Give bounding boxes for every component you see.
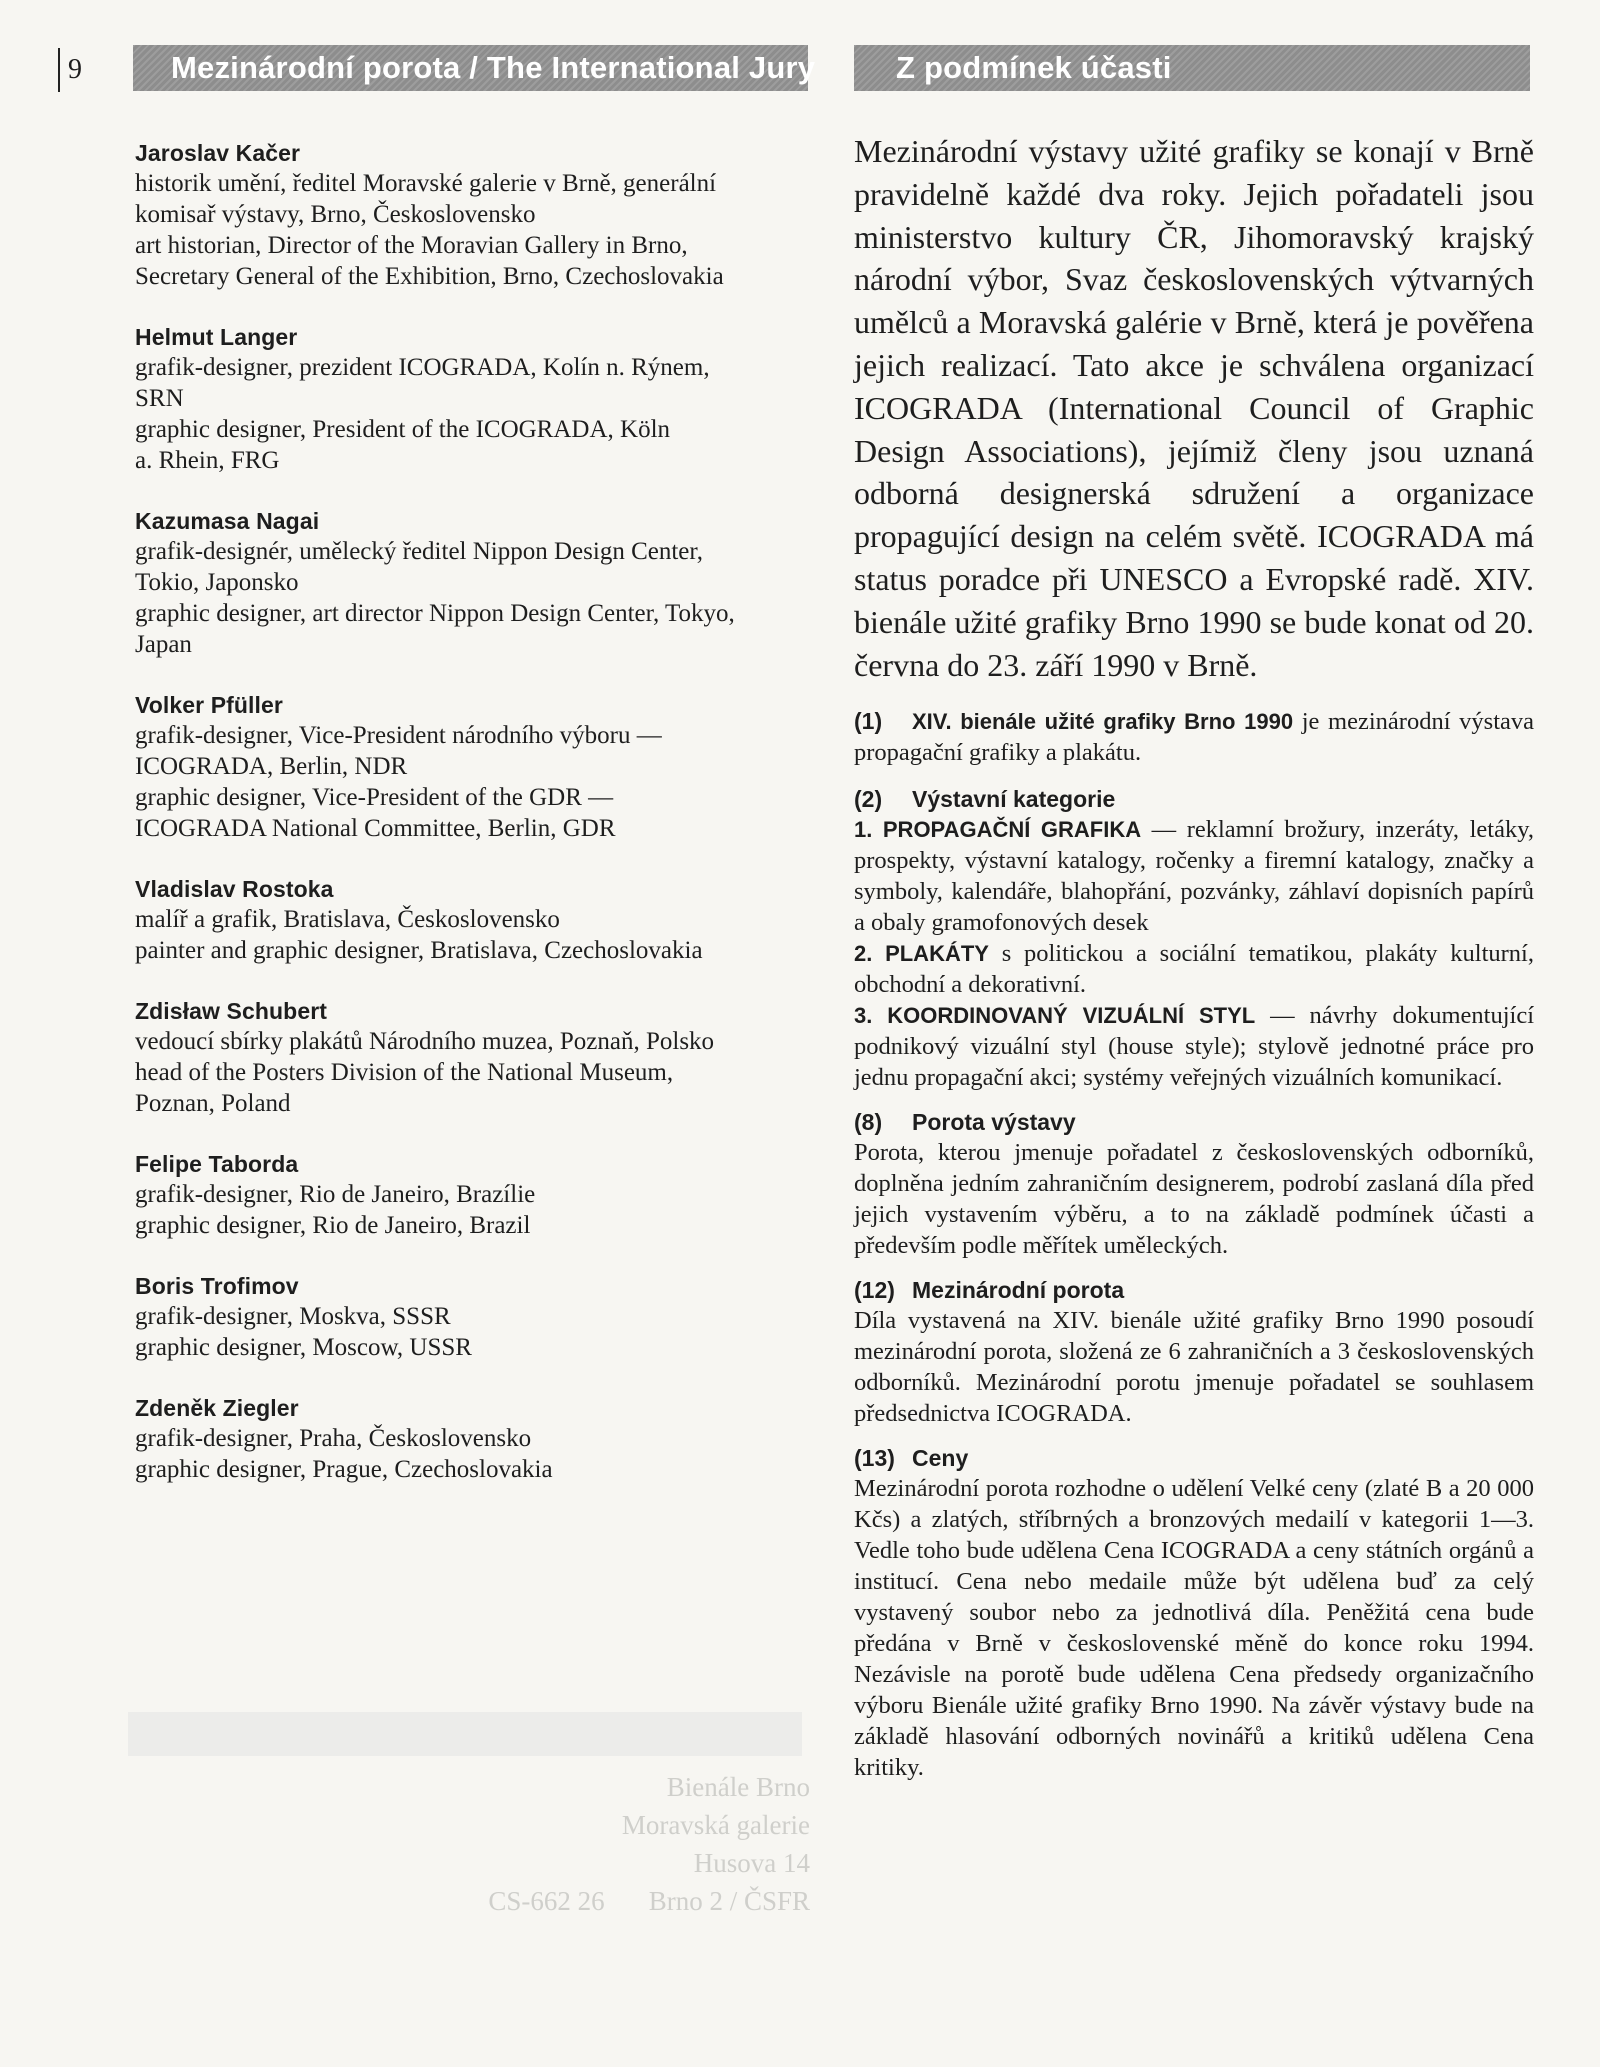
member-line: graphic designer, Rio de Janeiro, Brazil xyxy=(135,1212,531,1239)
section-heading xyxy=(854,1275,1534,1305)
category-text: — návrhy dokumentující podnikový vizuální styl (house style); stylově jednotné práce pro jednu propagační akci; systémy veřejných vizuálních komunikací. xyxy=(854,1002,1534,1092)
member-line: komisař výstavy, Brno, Československo xyxy=(135,201,536,228)
section-heading xyxy=(854,1443,1534,1473)
section-number: (1) xyxy=(854,708,883,735)
member-line: grafik-designér, umělecký ředitel Nippon Design Center, xyxy=(135,538,703,565)
category-text: s politickou a sociální tematikou, plakáty kulturní, obchodní a dekorativní. xyxy=(854,940,1534,999)
member-line: SRN xyxy=(135,385,184,412)
member-line: historik umění, ředitel Moravské galerie v Brně, generální xyxy=(135,170,717,197)
jury-member xyxy=(135,1271,815,1363)
member-name: Vladislav Rostoka xyxy=(135,876,334,902)
member-line: grafik-designer, Moskva, SSSR xyxy=(135,1303,451,1330)
address-line: Moravská galerie xyxy=(621,1810,810,1840)
member-name: Helmut Langer xyxy=(135,324,298,350)
section-lead: XIV. bienále užité grafiky Brno 1990 xyxy=(912,709,1294,735)
member-line: malíř a grafik, Bratislava, Československo xyxy=(135,906,560,933)
postal-code: CS-662 26 xyxy=(488,1886,605,1916)
address-line: Bienále Brno xyxy=(666,1772,810,1802)
address-city: Brno 2 / ČSFR xyxy=(648,1886,810,1916)
member-name: Zdeněk Ziegler xyxy=(135,1395,299,1421)
member-line: painter and graphic designer, Bratislava, Czechoslovakia xyxy=(135,937,703,964)
category-item xyxy=(854,814,1534,938)
section-number: (12) xyxy=(854,1277,895,1304)
section-title: Mezinárodní porota xyxy=(912,1277,1125,1304)
category-lead: 1. PROPAGAČNÍ GRAFIKA xyxy=(854,817,1142,843)
jury-member xyxy=(135,1149,815,1241)
section-body: Porota, kterou jmenuje pořadatel z československých odborníků, doplněna jedním zahraničním designerem, podrobí zaslaná díla před jejich vystavením výběru, a to na základě podmínek účasti a především podle měřítek uměleckých. xyxy=(854,1139,1534,1260)
category-item xyxy=(854,1000,1534,1093)
member-line: art historian, Director of the Moravian Gallery in Brno, xyxy=(135,232,688,259)
bleed-through-address xyxy=(380,1768,810,1920)
member-line: Tokio, Japonsko xyxy=(135,569,299,596)
section-1 xyxy=(854,706,1534,768)
member-name: Zdisław Schubert xyxy=(135,998,328,1024)
jury-member xyxy=(135,138,815,292)
jury-member xyxy=(135,874,815,966)
member-name: Jaroslav Kačer xyxy=(135,140,301,166)
bleed-through-bar xyxy=(128,1712,802,1756)
section-body xyxy=(854,814,1534,1093)
member-line: Poznan, Poland xyxy=(135,1090,291,1117)
member-line: grafik-designer, prezident ICOGRADA, Kolín n. Rýnem, xyxy=(135,354,710,381)
jury-member xyxy=(135,1393,815,1485)
section-13 xyxy=(854,1443,1534,1783)
category-lead: 2. PLAKÁTY xyxy=(854,941,989,967)
section-2 xyxy=(854,784,1534,1093)
section-number: (2) xyxy=(854,786,883,813)
section-12 xyxy=(854,1275,1534,1429)
section-title: Výstavní kategorie xyxy=(912,786,1116,813)
jury-header-bar: Mezinárodní porota / The International Jury xyxy=(133,45,808,91)
member-name: Boris Trofimov xyxy=(135,1273,299,1299)
section-body: Díla vystavená na XIV. bienále užité grafiky Brno 1990 posoudí mezinárodní porota, složená ze 6 zahraničních a 3 československých odborníků. Mezinárodní porotu jmenuje pořadatel se souhlasem předsednictva ICOGRADA. xyxy=(854,1307,1534,1428)
member-line: vedoucí sbírky plakátů Národního muzea, Poznaň, Polsko xyxy=(135,1028,715,1055)
section-title: Porota výstavy xyxy=(912,1109,1076,1136)
jury-member xyxy=(135,996,815,1119)
member-line: graphic designer, President of the ICOGRADA, Köln xyxy=(135,416,671,443)
intro-paragraph: Mezinárodní výstavy užité grafiky se konají v Brně pravidelně každé dva roky. Jejich pořadateli jsou ministerstvo kultury ČR, Jihomoravský krajský národní výbor, Svaz československých výtvarných umělců a Moravská galérie v Brně, která je pověřena jejich realizací. Tato akce je schválena organizací ICOGRADA (International Council of Graphic Design Associations), jejímiž členy jsou uznaná odborná designerská sdružení a organizace propagující design na celém světě. ICOGRADA má status poradce při UNESCO a Evropské radě. XIV. bienále užité grafiky Brno 1990 se bude konat od 20. června do 23. září 1990 v Brně. xyxy=(854,133,1534,683)
member-line: grafik-designer, Vice-President národního výboru — xyxy=(135,722,662,749)
section-number: (8) xyxy=(854,1109,883,1136)
section-number: (13) xyxy=(854,1445,895,1472)
section-8 xyxy=(854,1107,1534,1261)
address-row xyxy=(380,1882,810,1920)
member-line: head of the Posters Division of the National Museum, xyxy=(135,1059,674,1086)
member-line: graphic designer, Prague, Czechoslovakia xyxy=(135,1456,553,1483)
member-line: grafik-designer, Praha, Československo xyxy=(135,1425,532,1452)
page-number: 9 xyxy=(58,48,82,92)
member-name: Volker Pfüller xyxy=(135,692,283,718)
member-line: graphic designer, Moscow, USSR xyxy=(135,1334,472,1361)
section-title: Ceny xyxy=(912,1445,969,1472)
section-body: Mezinárodní porota rozhodne o udělení Velké ceny (zlaté B a 20 000 Kčs) a zlatých, stříbrných a bronzových medailí v kategorii 1—3. Vedle toho bude udělena Cena ICOGRADA a ceny státních orgánů a institucí. Cena nebo medaile může být udělena buď za celý vystavený soubor nebo za jednotlivá díla. Peněžitá cena bude předána v Brně v československé měně do konce roku 1994. Nezávisle na porotě bude udělena Cena předsedy organizačního výboru Bienále užité grafiky Brno 1990. Na závěr výstavy bude na základě hlasování odborných novinářů a kritiků udělena Cena kritiky. xyxy=(854,1475,1534,1782)
section-text: je mezinárodní výstava propagační grafiky a plakátu. xyxy=(854,708,1534,767)
address-line: Husova 14 xyxy=(693,1848,810,1878)
jury-member xyxy=(135,322,815,476)
member-line: ICOGRADA National Committee, Berlin, GDR xyxy=(135,815,616,842)
jury-list xyxy=(135,138,815,1515)
member-line: ICOGRADA, Berlin, NDR xyxy=(135,753,408,780)
member-line: graphic designer, art director Nippon Design Center, Tokyo, xyxy=(135,600,735,627)
member-name: Kazumasa Nagai xyxy=(135,508,320,534)
category-lead: 3. KOORDINOVANÝ VIZUÁLNÍ STYL xyxy=(854,1003,1256,1029)
section-heading xyxy=(854,1107,1534,1137)
conditions-header-bar: Z podmínek účasti xyxy=(854,45,1530,91)
category-text: — reklamní brožury, inzeráty, letáky, prospekty, výstavní katalogy, ročenky a firemní katalogy, značky a symboly, kalendáře, blahopřání, pozvánky, záhlaví dopisních papírů a obaly gramofonových desek xyxy=(854,816,1534,937)
member-line: a. Rhein, FRG xyxy=(135,447,280,474)
member-line: grafik-designer, Rio de Janeiro, Brazílie xyxy=(135,1181,536,1208)
category-item xyxy=(854,938,1534,1000)
member-line: Japan xyxy=(135,631,192,658)
member-line: graphic designer, Vice-President of the GDR — xyxy=(135,784,614,811)
section-heading xyxy=(854,784,1534,814)
conditions-column xyxy=(854,130,1534,1797)
member-line: Secretary General of the Exhibition, Brno, Czechoslovakia xyxy=(135,263,724,290)
member-name: Felipe Taborda xyxy=(135,1151,299,1177)
jury-member xyxy=(135,506,815,660)
jury-member xyxy=(135,690,815,844)
